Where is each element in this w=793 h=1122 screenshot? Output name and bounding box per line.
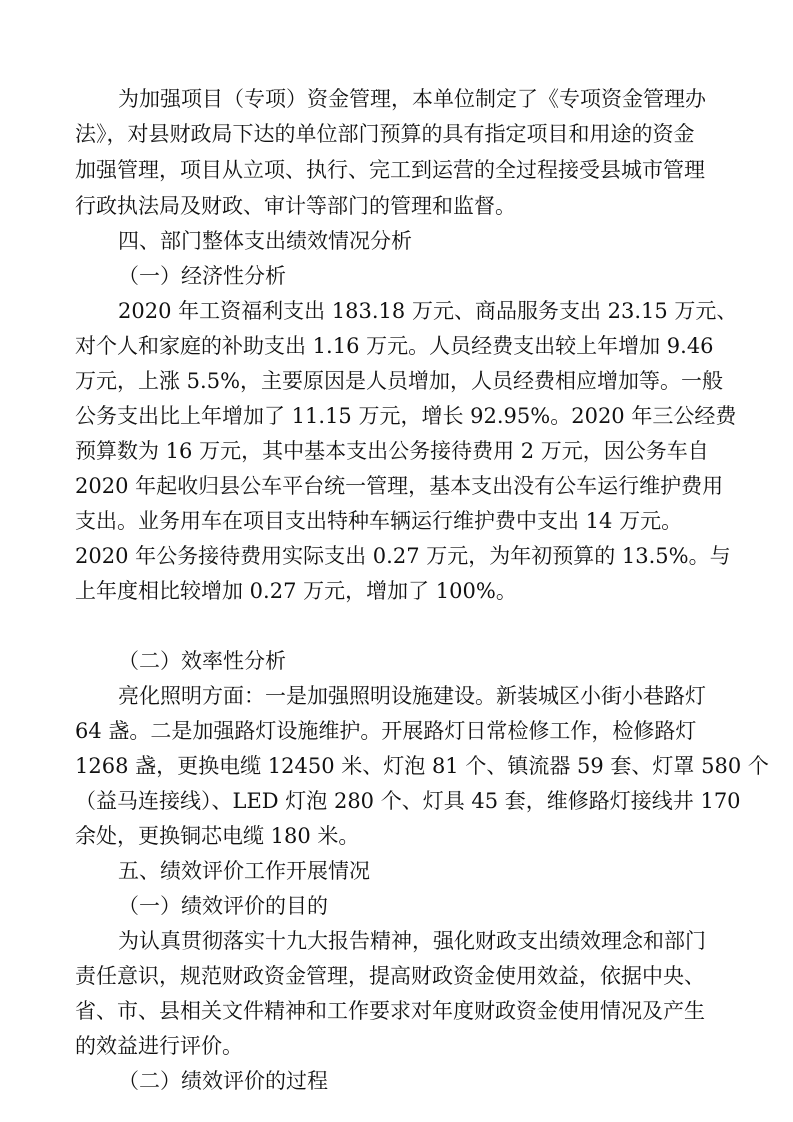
paragraph-line: 对个人和家庭的补助支出 1.16 万元。人员经费支出较上年增加 9.46 <box>75 334 714 358</box>
paragraph-line: 1268 盏，更换电缆 12450 米、灯泡 81 个、镇流器 59 套、灯罩 580 个 <box>75 754 769 778</box>
paragraph-line: 64 盏。二是加强路灯设施维护。开展路灯日常检修工作，检修路灯 <box>75 719 697 743</box>
subsection-heading: （一）经济性分析 <box>118 264 286 288</box>
subsection-heading: （二）绩效评价的过程 <box>118 1069 328 1093</box>
paragraph-line: 为加强项目（专项）资金管理，本单位制定了《专项资金管理办 <box>118 87 706 111</box>
paragraph-line: 加强管理，项目从立项、执行、完工到运营的全过程接受县城市管理 <box>75 158 705 182</box>
paragraph-line: 法》，对县财政局下达的单位部门预算的具有指定项目和用途的资金 <box>75 122 695 146</box>
paragraph-line: 省、市、县相关文件精神和工作要求对年度财政资金使用情况及产生 <box>75 999 705 1023</box>
paragraph-line: 亮化照明方面：一是加强照明设施建设。新装城区小街小巷路灯 <box>118 684 706 708</box>
paragraph-line: 行政执法局及财政、审计等部门的管理和监督。 <box>75 194 516 218</box>
paragraph-line: 2020 年公务接待费用实际支出 0.27 万元，为年初预算的 13.5%。与 <box>75 544 731 568</box>
paragraph-line: 上年度相比较增加 0.27 万元，增加了 100%。 <box>75 579 517 603</box>
paragraph-line: 公务支出比上年增加了 11.15 万元，增长 92.95%。2020 年三公经费 <box>75 404 737 428</box>
paragraph-line: 万元，上涨 5.5%，主要原因是人员增加，人员经费相应增加等。一般 <box>75 369 724 393</box>
paragraph-line: 预算数为 16 万元，其中基本支出公务接待费用 2 万元，因公务车自 <box>75 439 709 463</box>
paragraph-line: 支出。业务用车在项目支出特种车辆运行维护费中支出 14 万元。 <box>75 509 683 533</box>
paragraph-line: 余处，更换铜芯电缆 180 米。 <box>75 824 360 848</box>
paragraph-line: 为认真贯彻落实十九大报告精神，强化财政支出绩效理念和部门 <box>118 929 706 953</box>
paragraph-line: 责任意识，规范财政资金管理，提高财政资金使用效益，依据中央、 <box>75 964 705 988</box>
paragraph-line: 的效益进行评价。 <box>75 1034 243 1058</box>
section-heading: 四、部门整体支出绩效情况分析 <box>118 229 412 253</box>
subsection-heading: （二）效率性分析 <box>118 649 286 673</box>
paragraph-line: 2020 年工资福利支出 183.18 万元、商品服务支出 23.15 万元、 <box>118 299 738 323</box>
paragraph-line: （益马连接线）、LED 灯泡 280 个、灯具 45 套，维修路灯接线井 170 <box>75 789 741 813</box>
section-heading: 五、绩效评价工作开展情况 <box>118 859 370 883</box>
subsection-heading: （一）绩效评价的目的 <box>118 894 328 918</box>
paragraph-line: 2020 年起收归县公车平台统一管理，基本支出没有公车运行维护费用 <box>75 474 724 498</box>
